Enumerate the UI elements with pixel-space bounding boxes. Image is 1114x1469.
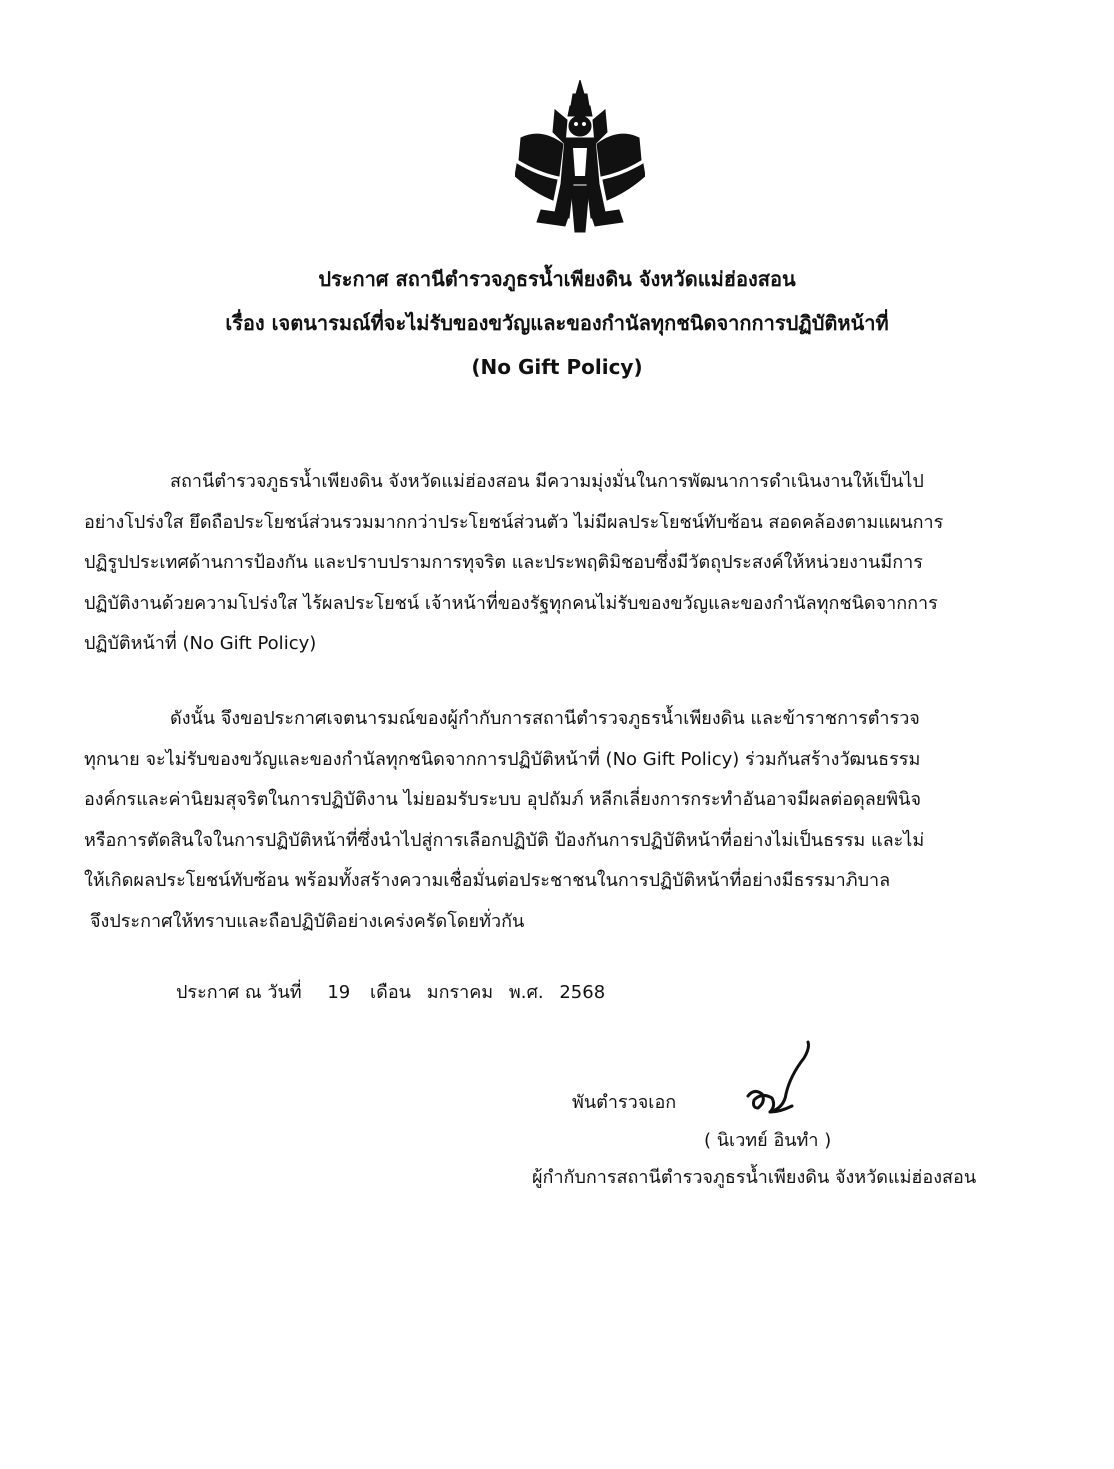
paragraph-line: องค์กรและค่านิยมสุจริตในการปฏิบัติงาน ไม่ยอมรับระบบ อุปถัมภ์ หลีกเลี่ยงการกระทำอันอาจมีผลต่อดุลยพินิจ [84, 789, 922, 810]
paragraph-line: อย่างโปร่งใส ยึดถือประโยชน์ส่วนรวมมากกว่าประโยชน์ส่วนตัว ไม่มีผลประโยชน์ทับซ้อน สอดคล้องตามแผนการ [84, 511, 944, 533]
paragraph-line: ปฏิบัติงานด้วยความโปร่งใส ไร้ผลประโยชน์ เจ้าหน้าที่ของรัฐทุกคนไม่รับของขวัญและของกำนัลทุกชนิดจากการ [84, 592, 938, 614]
signature-icon [740, 1036, 820, 1120]
date-prefix: ประกาศ ณ วันที่ [176, 982, 302, 1003]
garuda-emblem-icon [515, 80, 645, 235]
signatory-position: ผู้กำกับการสถานีตำรวจภูธรน้ำเพียงดิน จังหวัดแม่ฮ่องสอน [532, 1167, 977, 1188]
announcement-subject: เรื่อง เจตนารมณ์ที่จะไม่รับของขวัญและของกำนัลทุกชนิดจากการปฏิบัติหน้าที่ [225, 311, 889, 335]
paragraph-line: ให้เกิดผลประโยชน์ทับซ้อน พร้อมทั้งสร้างความเชื่อมั่นต่อประชาชนในการปฏิบัติหน้าที่อย่างมีธรรมาภิบาล [84, 870, 891, 891]
signatory-name: ( นิเวทย์ อินทำ ) [704, 1130, 832, 1151]
date-year-label: พ.ศ. [508, 982, 544, 1003]
paragraph-line: สถานีตำรวจภูธรน้ำเพียงดิน จังหวัดแม่ฮ่องสอน มีความมุ่งมั่นในการพัฒนาการดำเนินงานให้เป็นไป [170, 471, 924, 492]
announcement-title: ประกาศ สถานีตำรวจภูธรน้ำเพียงดิน จังหวัดแม่ฮ่องสอน [318, 267, 796, 291]
paragraph-line: ทุกนาย จะไม่รับของขวัญและของกำนัลทุกชนิดจากการปฏิบัติหน้าที่ (No Gift Policy) ร่วมกันสร้างวัฒนธรรม [84, 748, 921, 770]
paragraph-line: หรือการตัดสินใจในการปฏิบัติหน้าที่ซึ่งนำไปสู่การเลือกปฏิบัติ ป้องกันการปฏิบัติหน้าที่อย่างไม่เป็นธรรม และไม่ [84, 829, 925, 851]
date-month: มกราคม [426, 982, 494, 1003]
date-day: 19 [327, 982, 351, 1003]
paragraph-line: ปฏิบัติหน้าที่ (No Gift Policy) [84, 633, 317, 654]
policy-name: (No Gift Policy) [471, 355, 643, 379]
announcement-date [176, 976, 615, 1010]
paragraph-line: ปฏิรูปประเทศด้านการป้องกัน และปราบปรามการทุจริต และประพฤติมิชอบซึ่งมีวัตถุประสงค์ให้หน่วยงานมีการ [84, 552, 923, 573]
date-month-label: เดือน [370, 982, 411, 1003]
signatory-rank: พันตำรวจเอก [572, 1092, 677, 1113]
date-year: 2568 [559, 982, 606, 1003]
body-paragraph-1 [84, 462, 1074, 665]
body-paragraph-2 [84, 699, 1074, 942]
paragraph-line: ดังนั้น จึงขอประกาศเจตนารมณ์ของผู้กำกับการสถานีตำรวจภูธรน้ำเพียงดิน และข้าราชการตำรวจ [170, 708, 920, 729]
closing-line: จึงประกาศให้ทราบและถือปฏิบัติอย่างเคร่งครัดโดยทั่วกัน [90, 910, 525, 932]
